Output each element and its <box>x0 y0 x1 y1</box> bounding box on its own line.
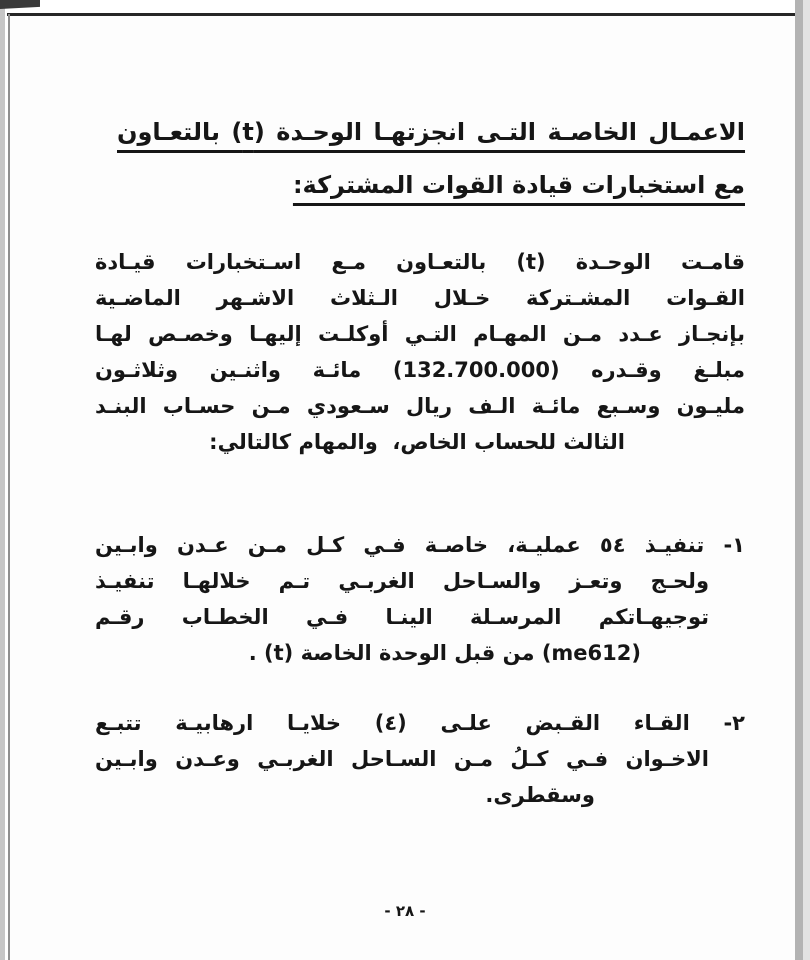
item-line: وسقطرى. <box>485 783 595 807</box>
item-line: توجيهـاتكم المرسـلة الينـا فـي الخطـاب رقـم <box>95 605 709 629</box>
paragraph-line: بإنجـاز عـدد مـن المهـام التـي أوكلـت إليهـا وخصـص لهـا <box>95 322 745 346</box>
item-line: ٢- القـاء القـبض علـى (٤) خلايـا ارهابيـة تتبـع <box>95 711 745 735</box>
paragraph-line: مليـون وسـبع مائـة الـف ريال سـعودي مـن حسـاب البنـد <box>95 394 745 418</box>
numbered-item-1 <box>95 527 745 671</box>
document-title <box>95 106 745 212</box>
title-line: الاعمـال الخاصـة التـى انجزتهـا الوحـدة (t) بالتعـاون <box>117 118 746 146</box>
numbered-item-2 <box>95 705 745 813</box>
paragraph-line: قامـت الوحـدة (t) بالتعـاون مـع اسـتخبارات قيـادة <box>95 250 745 274</box>
scan-edge-top-line <box>7 13 795 16</box>
paragraph-line: القـوات المشـتركة خـلال الـثلاث الاشـهر الماضـية <box>95 286 745 310</box>
paragraph-line: الثالث للحساب الخاص، والمهام كالتالي: <box>209 430 625 454</box>
item-line: (me612) من قبل الوحدة الخاصة (t) . <box>248 641 641 665</box>
scan-edge-left <box>0 0 5 960</box>
scan-corner-mark <box>0 0 40 9</box>
item-line: ١- تنفيـذ ٥٤ عمليـة، خاصـة فـي كـل مـن عـدن وابـين <box>95 533 745 557</box>
page-number: - ٢٨ - <box>384 902 426 920</box>
body-paragraph <box>95 244 745 460</box>
paragraph-line: مبلـغ وقـدره (132.700.000) مائـة واثنـين وثلاثـون <box>95 358 745 382</box>
item-line: ولحـج وتعـز والسـاحل الغربـي تـم خلالهـا تنفيـذ <box>95 569 709 593</box>
scan-edge-right <box>803 0 810 960</box>
scan-left-line <box>8 14 10 960</box>
title-line: مع استخبارات قيادة القوات المشتركة: <box>292 171 745 199</box>
scan-right-band <box>795 0 803 960</box>
item-line: الاخـوان فـي كـلُ مـن السـاحل الغربـي وعـدن وابـين <box>95 747 709 771</box>
